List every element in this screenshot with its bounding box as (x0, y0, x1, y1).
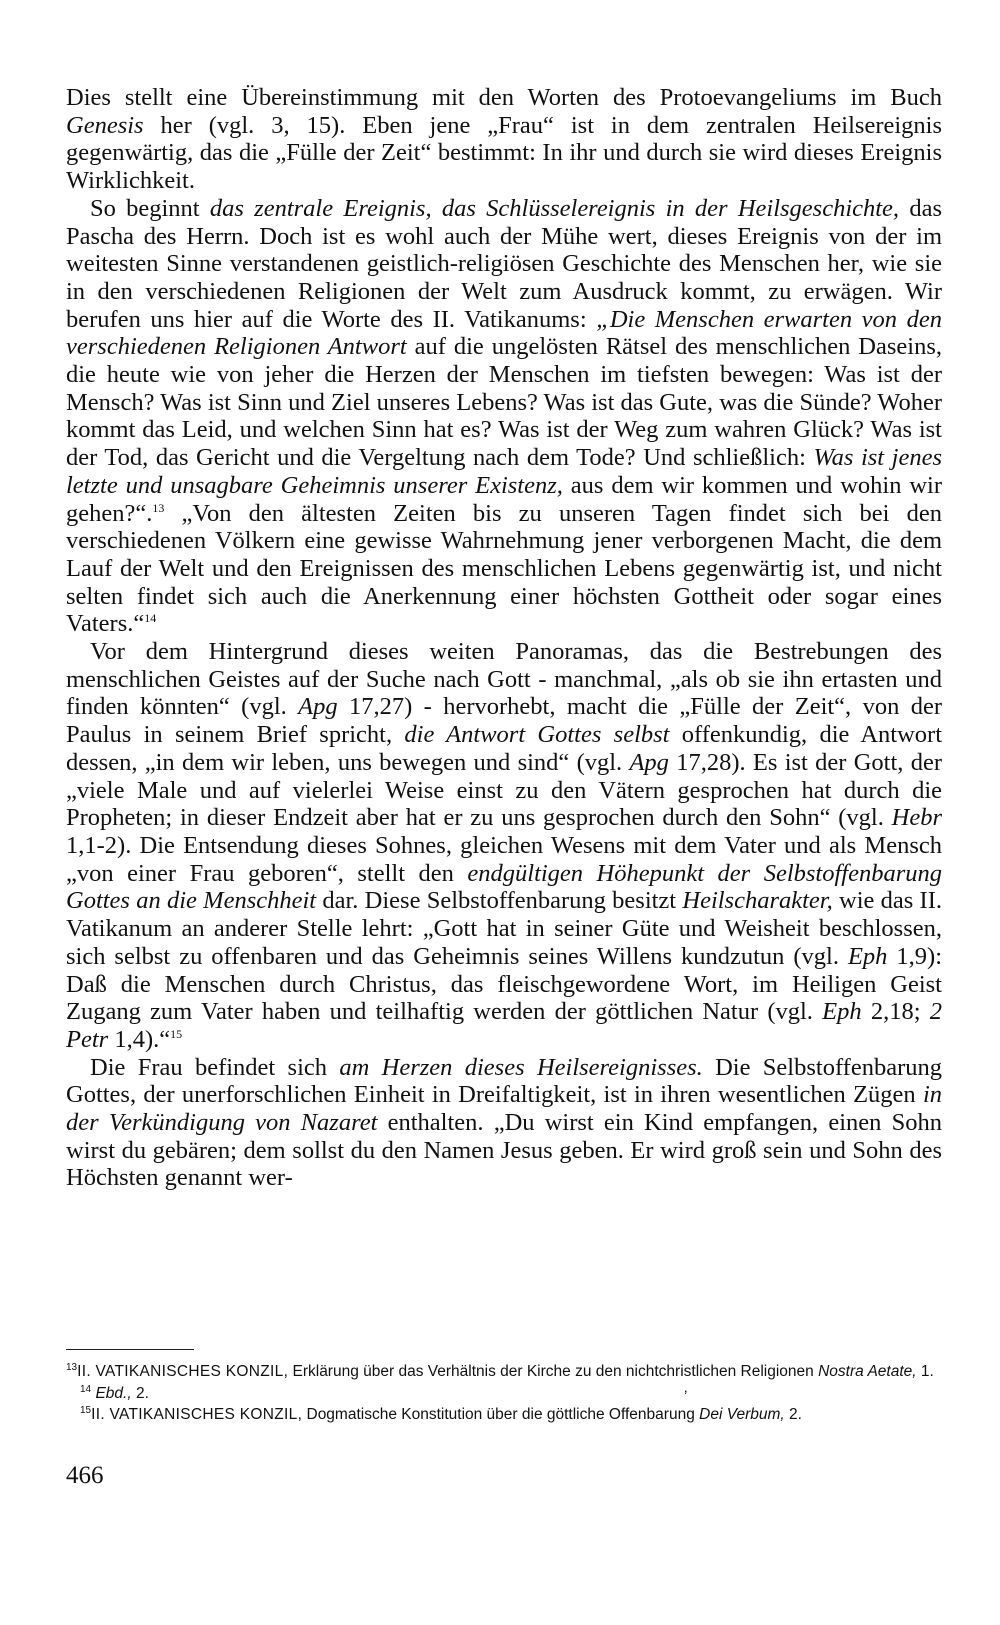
text-span: Die Frau befindet sich (90, 1053, 340, 1081)
emphasis: die Antwort Gottes selbst (404, 721, 670, 749)
italic-reference: Eph (847, 942, 888, 970)
text-span: das Pascha des Herrn. Doch ist es wohl auch der Mühe wert, dieses Ereignis von der im weitesten Sinne verstandenen geistlich-religiösen Geschichte des Menschen her, wie sie in den verschiedenen Religionen der Welt zum Ausdruck kommt, zu erwägen. Wir berufen uns hier auf die Worte des II. Vatikanums: (66, 194, 942, 333)
footnote-number: 13 (66, 1362, 78, 1373)
footnote-divider (66, 1349, 194, 1350)
footnote-text: Erklärung über das Verhältnis der Kirche zu den nichtchristlichen Religionen (288, 1363, 819, 1380)
paragraph-3 (66, 638, 942, 1054)
footnote-author: II. VATIKANISCHES KONZIL, (91, 1406, 303, 1423)
emphasis: das zentrale Ereignis, das Schlüsselereignis in der Heilsgeschichte, (209, 194, 900, 222)
italic-reference: 2 Petr (66, 998, 942, 1053)
text-span: 1,4).“ (108, 1025, 171, 1053)
emphasis: am Herzen dieses Heilsereignisses. (339, 1053, 703, 1081)
footnote-marker-14[interactable]: 14 (144, 611, 157, 626)
italic-reference: Apg (629, 748, 669, 776)
text-span: aus dem wir kommen und wohin wir gehen?“. (66, 471, 942, 527)
italic-reference: Apg (298, 693, 338, 721)
text-span: „Von den ältesten Zeiten bis zu unseren Tagen findet sich bei den verschiedenen Völkern eine gewisse Wahrnehmung jener verborgenen Macht, die dem Lauf der Welt und den Ereignissen des menschlichen Lebens gegenwärtig ist, und nicht selten findet sich auch die Anerkennung einer höchsten Gottheit oder sogar eines Vaters.“ (66, 499, 942, 638)
text-span: wie das II. Vatikanum an anderer Stelle lehrt: „Gott hat in seiner Güte und Weisheit beschlossen, sich selbst zu offenbaren und das Geheimnis seines Willens kundzutun (vgl. (66, 887, 942, 970)
footnote-marker-15[interactable]: 15 (170, 1026, 183, 1041)
text-span: her (vgl. 3, 15). Eben jene „Frau“ ist in dem zentralen Heilsereignis gegenwärtig, das die „Fülle der Zeit“ bestimmt: In ihr und durch sie wird dieses Ereignis Wirklichkeit. (66, 111, 942, 195)
footnote-13 (66, 1362, 942, 1382)
paragraph-4 (66, 1054, 942, 1193)
emphasis: endgültigen Höhepunkt der Selbstoffenbarung Gottes an die Menschheit (66, 859, 942, 915)
body-text (66, 84, 942, 1192)
page-number: 466 (66, 1462, 104, 1489)
paragraph-2 (66, 195, 942, 638)
text-span: 1,1-2). Die Entsendung dieses Sohnes, gleichen Wesens mit dem Vater und als Mensch „von einer Frau geboren“, stellt den (66, 831, 942, 887)
footnote-title: Dei Verbum, (699, 1406, 785, 1423)
footnote-title: Nostra Aetate, (818, 1363, 917, 1380)
text-span: So beginnt (90, 194, 210, 222)
text-span: Vor dem Hintergrund dieses weiten Panoramas, das die Bestrebungen des menschlichen Geistes auf der Suche nach Gott - manchmal, „als ob sie ihn ertasten und finden könnten“ (vgl. (66, 638, 942, 721)
footnote-text: 2. (131, 1384, 149, 1402)
footnote-text: Dogmatische Konstitution über die göttliche Offenbarung (302, 1406, 700, 1423)
footnote-title: Ebd., (95, 1384, 132, 1402)
text-span: enthalten. „Du wirst ein Kind empfangen, einen Sohn wirst du gebären; dem sollst du den Namen Jesus geben. Er wird groß sein und Sohn des Höchsten genannt wer- (66, 1109, 942, 1192)
footnote-15 (66, 1405, 942, 1425)
paragraph-1 (66, 84, 942, 195)
footnote-number: 15 (80, 1405, 92, 1416)
text-span: Die Selbstoffenbarung Gottes, der unerforschlichen Einheit in Dreifaltigkeit, ist in ihren wesentlichen Zügen (66, 1053, 942, 1109)
italic-reference: Hebr (891, 804, 942, 832)
text-span: dar. Diese Selbstoffenbarung besitzt (316, 887, 683, 915)
emphasis: Was ist jenes letzte und unsagbare Geheimnis unserer Existenz, (66, 444, 942, 499)
text-span: auf die ungelösten Rätsel des menschlichen Daseins, die heute wie von jeher die Herzen der Menschen im tiefsten bewegen: Was ist der Mensch? Was ist Sinn und Ziel unseres Lebens? Was ist das Gute, was die Sünde? Woher kommt das Leid, und welchen Sinn hat es? Was ist der Weg zum wahren Glück? Was ist der Tod, das Gericht und die Vergeltung nach dem Tode? Und schließlich: (66, 333, 942, 472)
footnote-number: 14 (80, 1383, 92, 1395)
footnote-text: 2. (784, 1406, 802, 1423)
text-span: 1,9): Daß die Menschen durch Christus, das fleischgewordene Wort, im Heiligen Geist Zugang zum Vater haben und teilhaftig werden der göttlichen Natur (vgl. (66, 942, 942, 1026)
emphasis: in der Verkündigung von Nazaret (66, 1081, 942, 1137)
text-span: 17,28). Es ist der Gott, der „viele Male und auf vielerlei Weise einst zu den Vätern gesprochen hat durch die Propheten; in dieser Endzeit aber hat er zu uns gesprochen durch den Sohn“ (vgl. (66, 748, 942, 832)
footnote-text: 1. (916, 1363, 934, 1380)
text-span: 17,27) - hervorhebt, macht die „Fülle der Zeit“, von der Paulus in seinem Brief spricht, (66, 693, 942, 749)
text-span: 2,18; (861, 998, 930, 1026)
emphasis: „Die Menschen erwarten von den verschiedenen Religionen Antwort (66, 305, 942, 361)
text-span: Dies stellt eine Übereinstimmung mit den Worten des Protoevangeliums im Buch (66, 84, 942, 111)
italic-reference: Eph (822, 998, 862, 1026)
italic-reference: Genesis (66, 111, 144, 139)
text-span: offenkundig, die Antwort dessen, „in dem wir leben, uns bewegen und sind“ (vgl. (66, 721, 942, 776)
footnote-14 (66, 1384, 942, 1404)
footnote-author: II. VATIKANISCHES KONZIL, (77, 1363, 289, 1380)
footnotes (66, 1362, 942, 1427)
stray-mark: ‚ (684, 1379, 688, 1396)
footnote-marker-13[interactable]: 13 (152, 500, 165, 515)
emphasis: Heilscharakter, (682, 887, 833, 915)
